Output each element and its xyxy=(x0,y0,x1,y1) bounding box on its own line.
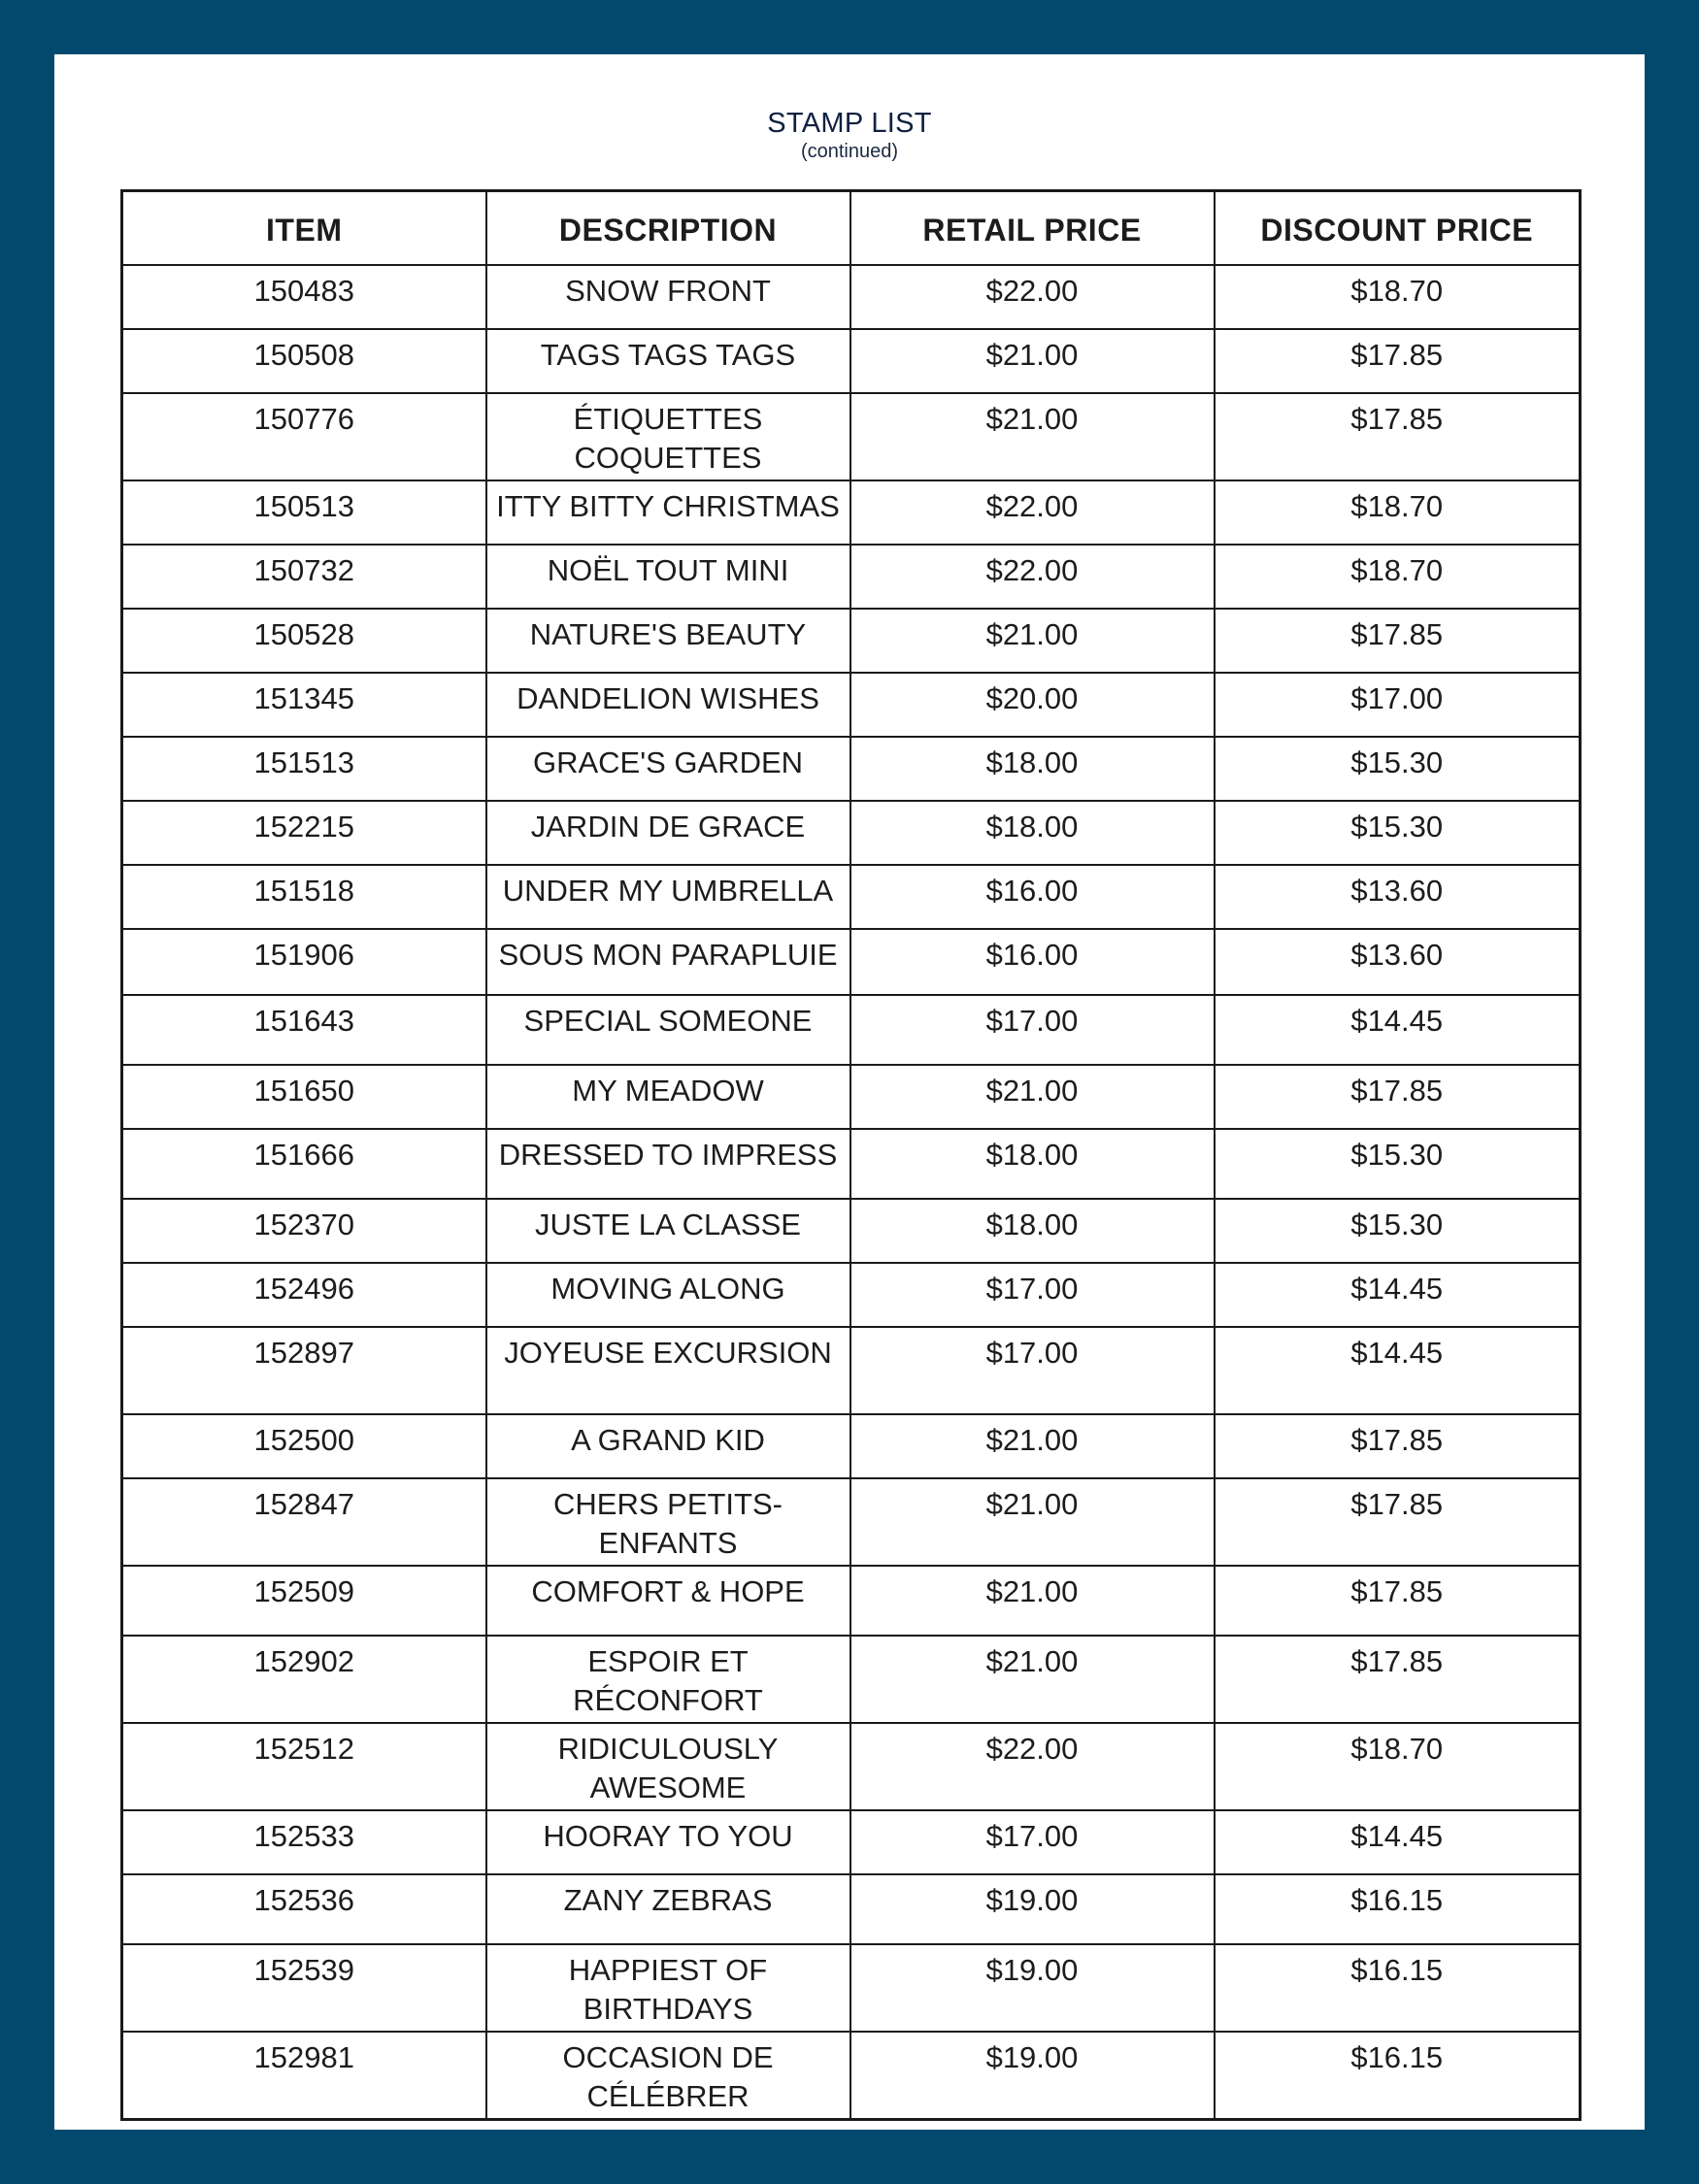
cell-description: SNOW FRONT xyxy=(486,265,850,329)
table-row xyxy=(122,1327,1581,1414)
cell-description: DRESSED TO IMPRESS xyxy=(486,1129,850,1199)
cell-description: NATURE'S BEAUTY xyxy=(486,609,850,673)
cell-description: DANDELION WISHES xyxy=(486,673,850,737)
cell-description: JARDIN DE GRACE xyxy=(486,801,850,865)
header-row xyxy=(122,191,1581,266)
cell-discount-price: $15.30 xyxy=(1215,1129,1581,1199)
cell-discount-price: $13.60 xyxy=(1215,929,1581,995)
cell-retail-price: $16.00 xyxy=(850,865,1215,929)
table-row xyxy=(122,1263,1581,1327)
cell-discount-price: $17.00 xyxy=(1215,673,1581,737)
cell-description: SOUS MON PARAPLUIE xyxy=(486,929,850,995)
table-body xyxy=(122,265,1581,2120)
cell-retail-price: $18.00 xyxy=(850,801,1215,865)
cell-retail-price: $17.00 xyxy=(850,1810,1215,1874)
cell-item: 152512 xyxy=(122,1723,486,1810)
cell-description: RIDICULOUSLY AWESOME xyxy=(486,1723,850,1810)
table-row xyxy=(122,1874,1581,1944)
cell-description: ESPOIR ET RÉCONFORT xyxy=(486,1636,850,1723)
cell-discount-price: $17.85 xyxy=(1215,609,1581,673)
cell-description: ÉTIQUETTES COQUETTES xyxy=(486,393,850,480)
column-header-description: DESCRIPTION xyxy=(486,191,850,266)
cell-retail-price: $19.00 xyxy=(850,2032,1215,2120)
table-row xyxy=(122,393,1581,480)
stamp-table xyxy=(120,189,1582,2121)
cell-retail-price: $16.00 xyxy=(850,929,1215,995)
table-row xyxy=(122,673,1581,737)
cell-retail-price: $18.00 xyxy=(850,1199,1215,1263)
cell-item: 152509 xyxy=(122,1566,486,1636)
table-header xyxy=(122,191,1581,266)
cell-description: ITTY BITTY CHRISTMAS xyxy=(486,480,850,545)
cell-retail-price: $21.00 xyxy=(850,1478,1215,1566)
cell-discount-price: $16.15 xyxy=(1215,1944,1581,2032)
cell-description: GRACE'S GARDEN xyxy=(486,737,850,801)
table-row xyxy=(122,1566,1581,1636)
table-row xyxy=(122,1414,1581,1478)
cell-discount-price: $17.85 xyxy=(1215,1636,1581,1723)
cell-item: 150528 xyxy=(122,609,486,673)
cell-description: A GRAND KID xyxy=(486,1414,850,1478)
table-row xyxy=(122,545,1581,609)
cell-description: HAPPIEST OF BIRTHDAYS xyxy=(486,1944,850,2032)
cell-retail-price: $21.00 xyxy=(850,609,1215,673)
table-row xyxy=(122,737,1581,801)
cell-description: JUSTE LA CLASSE xyxy=(486,1199,850,1263)
cell-retail-price: $17.00 xyxy=(850,1327,1215,1414)
cell-item: 151513 xyxy=(122,737,486,801)
cell-description: OCCASION DE CÉLÉBRER xyxy=(486,2032,850,2120)
cell-item: 152215 xyxy=(122,801,486,865)
cell-description: TAGS TAGS TAGS xyxy=(486,329,850,393)
cell-discount-price: $14.45 xyxy=(1215,995,1581,1065)
cell-item: 152370 xyxy=(122,1199,486,1263)
cell-item: 151906 xyxy=(122,929,486,995)
cell-retail-price: $21.00 xyxy=(850,1414,1215,1478)
document-page xyxy=(54,54,1645,2130)
cell-item: 152536 xyxy=(122,1874,486,1944)
cell-item: 152533 xyxy=(122,1810,486,1874)
cell-discount-price: $17.85 xyxy=(1215,329,1581,393)
cell-description: MY MEADOW xyxy=(486,1065,850,1129)
cell-discount-price: $13.60 xyxy=(1215,865,1581,929)
column-header-item: ITEM xyxy=(122,191,486,266)
cell-item: 151666 xyxy=(122,1129,486,1199)
cell-discount-price: $18.70 xyxy=(1215,480,1581,545)
cell-item: 150508 xyxy=(122,329,486,393)
column-header-discount-price: DISCOUNT PRICE xyxy=(1215,191,1581,266)
cell-item: 152902 xyxy=(122,1636,486,1723)
cell-discount-price: $18.70 xyxy=(1215,265,1581,329)
cell-description: CHERS PETITS-ENFANTS xyxy=(486,1478,850,1566)
cell-item: 150776 xyxy=(122,393,486,480)
cell-item: 152496 xyxy=(122,1263,486,1327)
cell-retail-price: $21.00 xyxy=(850,1566,1215,1636)
cell-item: 150732 xyxy=(122,545,486,609)
cell-item: 152539 xyxy=(122,1944,486,2032)
cell-discount-price: $17.85 xyxy=(1215,1478,1581,1566)
cell-retail-price: $18.00 xyxy=(850,1129,1215,1199)
cell-discount-price: $14.45 xyxy=(1215,1327,1581,1414)
cell-discount-price: $17.85 xyxy=(1215,1065,1581,1129)
table-row xyxy=(122,480,1581,545)
cell-description: MOVING ALONG xyxy=(486,1263,850,1327)
table-row xyxy=(122,929,1581,995)
cell-discount-price: $15.30 xyxy=(1215,737,1581,801)
table-row xyxy=(122,995,1581,1065)
table-row xyxy=(122,1723,1581,1810)
cell-retail-price: $19.00 xyxy=(850,1944,1215,2032)
table-row xyxy=(122,1636,1581,1723)
table-row xyxy=(122,265,1581,329)
cell-item: 152847 xyxy=(122,1478,486,1566)
cell-discount-price: $18.70 xyxy=(1215,545,1581,609)
cell-discount-price: $17.85 xyxy=(1215,1566,1581,1636)
cell-discount-price: $16.15 xyxy=(1215,1874,1581,1944)
cell-discount-price: $17.85 xyxy=(1215,1414,1581,1478)
cell-discount-price: $17.85 xyxy=(1215,393,1581,480)
cell-description: NOËL TOUT MINI xyxy=(486,545,850,609)
cell-item: 151650 xyxy=(122,1065,486,1129)
cell-description: JOYEUSE EXCURSION xyxy=(486,1327,850,1414)
table-row xyxy=(122,1810,1581,1874)
cell-item: 152897 xyxy=(122,1327,486,1414)
cell-retail-price: $22.00 xyxy=(850,480,1215,545)
cell-retail-price: $22.00 xyxy=(850,545,1215,609)
cell-discount-price: $16.15 xyxy=(1215,2032,1581,2120)
cell-discount-price: $18.70 xyxy=(1215,1723,1581,1810)
cell-item: 152981 xyxy=(122,2032,486,2120)
cell-description: SPECIAL SOMEONE xyxy=(486,995,850,1065)
cell-item: 150513 xyxy=(122,480,486,545)
cell-retail-price: $20.00 xyxy=(850,673,1215,737)
table-row xyxy=(122,1129,1581,1199)
table-row xyxy=(122,1065,1581,1129)
cell-retail-price: $17.00 xyxy=(850,995,1215,1065)
table-row xyxy=(122,609,1581,673)
column-header-retail-price: RETAIL PRICE xyxy=(850,191,1215,266)
table-row xyxy=(122,329,1581,393)
cell-description: ZANY ZEBRAS xyxy=(486,1874,850,1944)
cell-retail-price: $22.00 xyxy=(850,265,1215,329)
table-row xyxy=(122,1944,1581,2032)
table-row xyxy=(122,1199,1581,1263)
cell-description: COMFORT & HOPE xyxy=(486,1566,850,1636)
cell-item: 151643 xyxy=(122,995,486,1065)
cell-retail-price: $19.00 xyxy=(850,1874,1215,1944)
cell-item: 151345 xyxy=(122,673,486,737)
cell-retail-price: $21.00 xyxy=(850,393,1215,480)
cell-retail-price: $21.00 xyxy=(850,329,1215,393)
cell-retail-price: $21.00 xyxy=(850,1065,1215,1129)
cell-retail-price: $21.00 xyxy=(850,1636,1215,1723)
table-row xyxy=(122,1478,1581,1566)
cell-discount-price: $14.45 xyxy=(1215,1263,1581,1327)
cell-description: HOORAY TO YOU xyxy=(486,1810,850,1874)
table-row xyxy=(122,2032,1581,2120)
cell-discount-price: $15.30 xyxy=(1215,1199,1581,1263)
page-subtitle: (continued) xyxy=(800,141,899,162)
cell-item: 151518 xyxy=(122,865,486,929)
cell-description: UNDER MY UMBRELLA xyxy=(486,865,850,929)
cell-discount-price: $14.45 xyxy=(1215,1810,1581,1874)
page-title: STAMP LIST xyxy=(767,108,932,139)
page-heading xyxy=(54,107,1645,163)
cell-retail-price: $22.00 xyxy=(850,1723,1215,1810)
cell-item: 152500 xyxy=(122,1414,486,1478)
cell-retail-price: $18.00 xyxy=(850,737,1215,801)
table-row xyxy=(122,865,1581,929)
cell-retail-price: $17.00 xyxy=(850,1263,1215,1327)
cell-discount-price: $15.30 xyxy=(1215,801,1581,865)
cell-item: 150483 xyxy=(122,265,486,329)
table-row xyxy=(122,801,1581,865)
